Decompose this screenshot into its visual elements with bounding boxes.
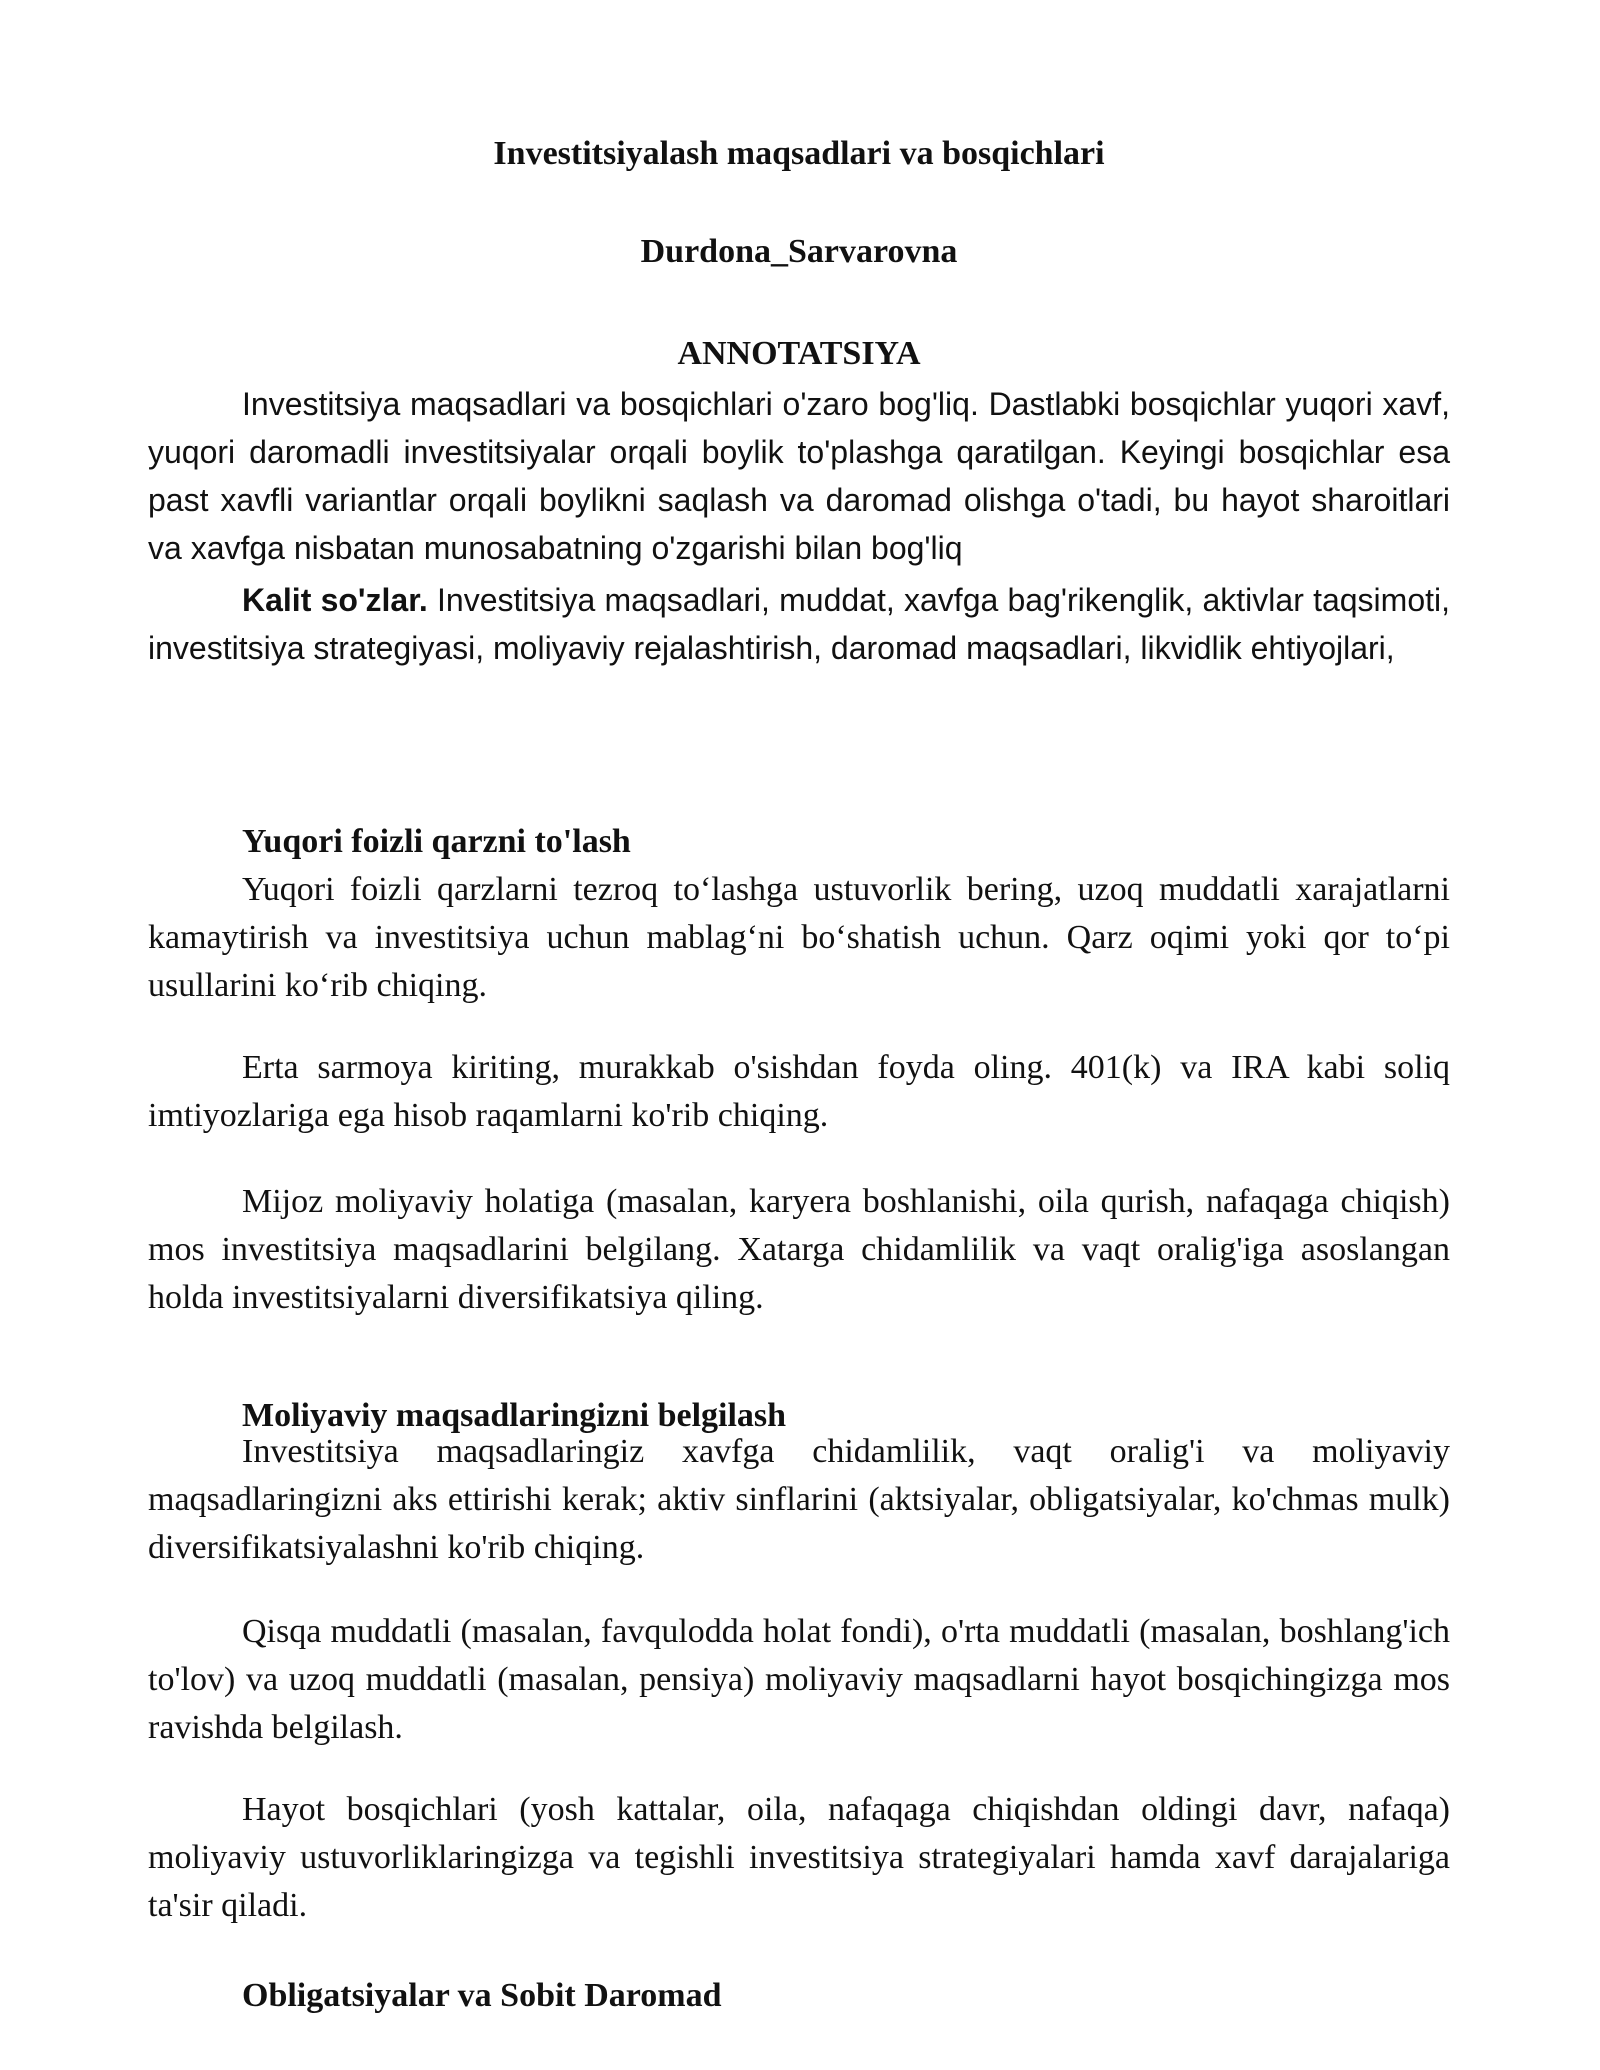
keywords-text: Investitsiya maqsadlari, muddat, xavfga bag'rikenglik, aktivlar taqsimoti, investitsiya strategiyasi, moliyaviy rejalashtirish, daromad maqsadlari, likvidlik ehtiyojlari, bbox=[148, 582, 1451, 666]
keywords-label: Kalit so'zlar. bbox=[242, 582, 428, 618]
keywords-paragraph bbox=[148, 576, 1450, 672]
section-heading: Yuqori foizli qarzni to'lash bbox=[242, 823, 631, 860]
section-heading: Moliyaviy maqsadlaringizni belgilash bbox=[242, 1397, 787, 1434]
document-title: Investitsiyalash maqsadlari va bosqichlari bbox=[493, 135, 1105, 172]
abstract-heading: ANNOTATSIYA bbox=[677, 335, 921, 372]
author-name: Durdona_Sarvarovna bbox=[640, 233, 958, 270]
section-paragraph: Yuqori foizli qarzlarni tezroq to‘lashga ustuvorlik bering, uzoq muddatli xarajatlarni kamaytirish va investitsiya uchun mablag‘ni bo‘shatish uchun. Qarz oqimi yoki qor to‘pi usullarini ko‘rib chiqing. bbox=[148, 871, 1450, 1004]
document-page bbox=[148, 0, 1450, 2070]
section-paragraph: Erta sarmoya kiriting, murakkab o'sishdan foyda oling. 401(k) va IRA kabi soliq imtiyozlariga ega hisob raqamlarni ko'rib chiqing. bbox=[148, 1049, 1450, 1134]
section-paragraph: Qisqa muddatli (masalan, favqulodda holat fondi), o'rta muddatli (masalan, boshlang'ich to'lov) va uzoq muddatli (masalan, pensiya) moliyaviy maqsadlarni hayot bosqichingizga mos ravishda belgilash. bbox=[148, 1613, 1450, 1746]
section-paragraph: Mijoz moliyaviy holatiga (masalan, karyera boshlanishi, oila qurish, nafaqaga chiqish) mos investitsiya maqsadlarini belgilang. Xatarga chidamlilik va vaqt oralig'iga asoslangan holda investitsiyalarni diversifikatsiya qiling. bbox=[148, 1183, 1450, 1316]
section-heading: Obligatsiyalar va Sobit Daromad bbox=[242, 1977, 722, 2014]
section-paragraph: Hayot bosqichlari (yosh kattalar, oila, nafaqaga chiqishdan oldingi davr, nafaqa) moliyaviy ustuvorliklaringizga va tegishli investitsiya strategiyalari hamda xavf darajalariga ta'sir qiladi. bbox=[148, 1791, 1450, 1924]
abstract-text: Investitsiya maqsadlari va bosqichlari o'zaro bog'liq. Dastlabki bosqichlar yuqori xavf, yuqori daromadli investitsiyalar orqali boylik to'plashga qaratilgan. Keyingi bosqichlar esa past xavfli variantlar orqali boylikni saqlash va daromad olishga o'tadi, bu hayot sharoitlari va xavfga nisbatan munosabatning o'zgarishi bilan bog'liq bbox=[148, 386, 1450, 566]
section-paragraph: Investitsiya maqsadlaringiz xavfga chidamlilik, vaqt oralig'i va moliyaviy maqsadlaringizni aks ettirishi kerak; aktiv sinflarini (aktsiyalar, obligatsiyalar, ko'chmas mulk) diversifikatsiyalashni ko'rib chiqing. bbox=[148, 1433, 1450, 1566]
